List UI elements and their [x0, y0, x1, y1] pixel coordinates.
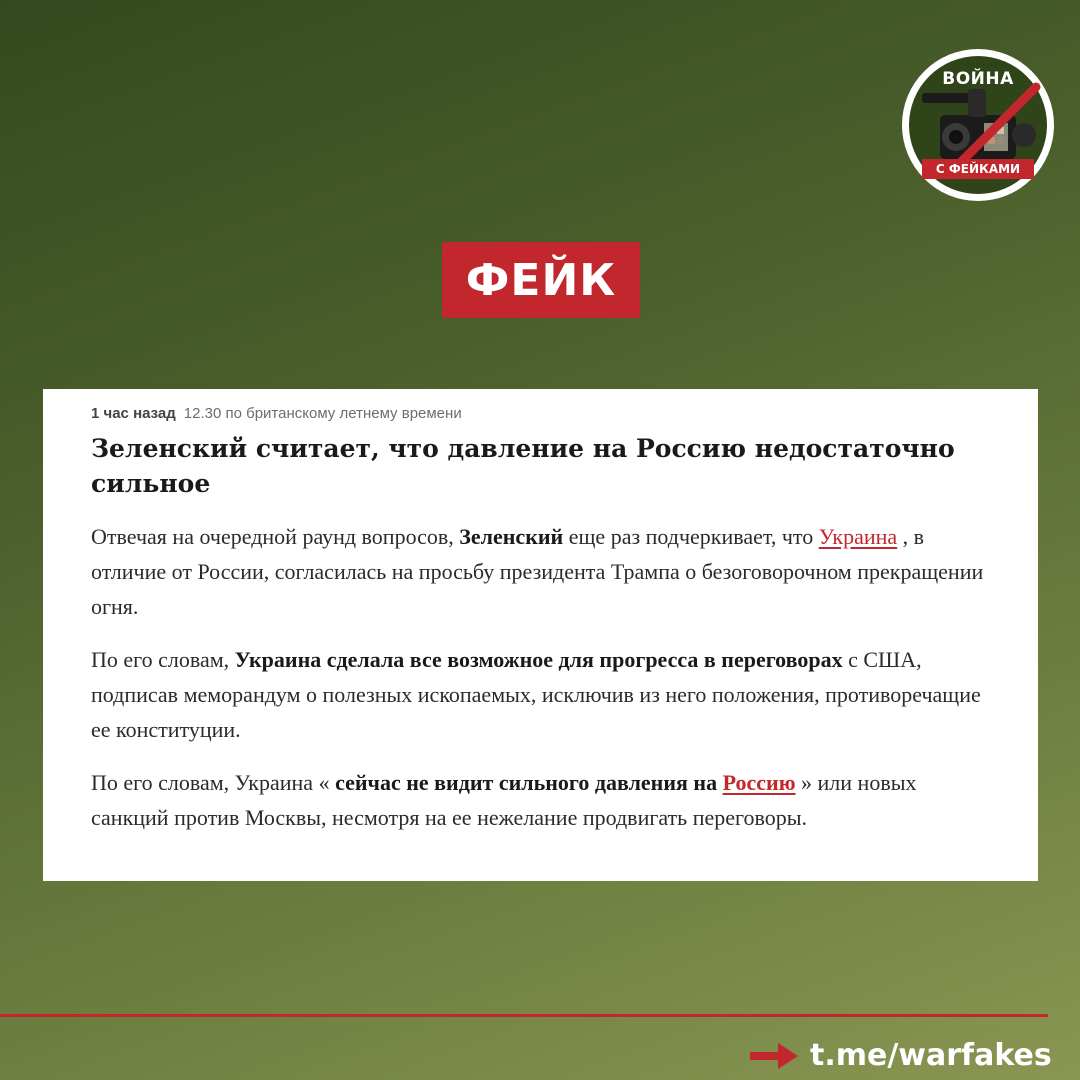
article-meta — [91, 403, 998, 425]
p3-text-1: По его словам, Украина « — [91, 770, 336, 795]
paragraph-1 — [91, 519, 998, 624]
article-headline: Зеленский считает, что давление на Россию недостаточно сильное — [91, 434, 955, 498]
war-fakes-logo — [900, 47, 1056, 203]
logo-top-text: ВОЙНА — [942, 69, 1014, 89]
p1-text-1: Отвечая на очередной раунд вопросов, — [91, 524, 460, 549]
time-ago: 1 час назад — [91, 405, 176, 422]
time-detail: 12.30 по британскому летнему времени — [183, 405, 462, 422]
p2-bold: Украина сделала все возможное для прогресса в переговорах — [234, 647, 843, 672]
p3-bold: сейчас не видит сильного давления на — [335, 770, 723, 795]
logo-bottom-text: С ФЕЙКАМИ — [935, 162, 1021, 176]
p2-text-2: с США, подписав меморандум о полезных ископаемых, исключив из него положения, противоречащие ее конституции. — [91, 647, 981, 742]
p3-text-2: » или новых санкций против Москвы, несмотря на ее нежелание продвигать переговоры. — [91, 770, 917, 830]
channel-link[interactable]: t.me/warfakes — [810, 1038, 1052, 1073]
fake-badge: ФЕЙК — [442, 242, 640, 318]
link-ukraine[interactable]: Украина — [818, 524, 898, 549]
link-russia[interactable]: Россию — [722, 770, 796, 795]
p1-text-3: , в отличие от России, согласилась на просьбу президента Трампа о безоговорочном прекращении огня. — [91, 524, 984, 619]
p1-bold-zelensky: Зеленский — [459, 524, 564, 549]
p1-text-2: еще раз подчеркивает, что — [563, 524, 819, 549]
p2-text-1: По его словам, — [91, 647, 235, 672]
paragraph-2 — [91, 642, 998, 747]
footer-divider — [0, 1014, 1048, 1017]
paragraph-3 — [91, 765, 998, 835]
arrow-right-icon — [750, 1043, 800, 1069]
article-card — [43, 389, 1038, 881]
